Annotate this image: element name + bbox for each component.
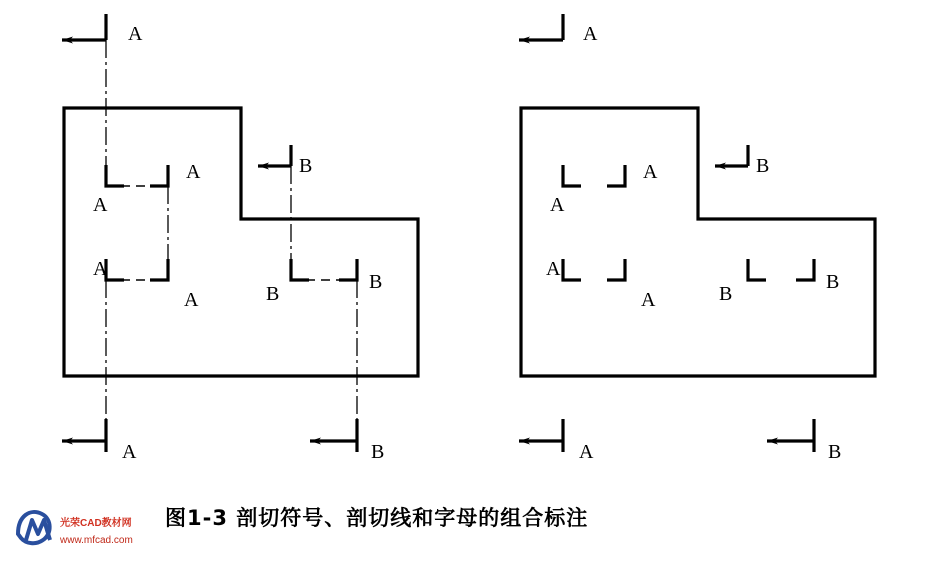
left-label-inner-a3: A — [93, 258, 108, 280]
figure-caption: 图1-3 剖切符号、剖切线和字母的组合标注 — [165, 506, 589, 530]
right-label-top-a: A — [583, 23, 598, 45]
right-tick-b-lower-right — [796, 259, 814, 280]
left-label-bottom-a: A — [122, 441, 137, 463]
right-tick-a-lower-left — [563, 259, 581, 280]
left-label-inner-b-right: B — [369, 271, 383, 293]
right-label-inner-b-top: B — [756, 155, 770, 177]
left-label-inner-b-left: B — [266, 283, 280, 305]
right-labels — [546, 23, 841, 463]
right-tick-a-upper-right — [607, 165, 625, 186]
left-tick-b-lower-left — [291, 259, 309, 280]
left-label-inner-b-top: B — [299, 155, 313, 177]
left-tick-a-upper-right — [150, 165, 168, 186]
right-label-bottom-b: B — [828, 441, 842, 463]
watermark-url: www.mfcad.com — [60, 535, 133, 546]
left-tick-a-lower-right — [150, 259, 168, 280]
left-labels — [93, 23, 384, 463]
right-arrow-bottom-a — [519, 419, 563, 452]
right-tick-b-lower-left — [748, 259, 766, 280]
right-arrow-top-b — [715, 145, 748, 166]
left-arrow-bottom-b — [310, 419, 357, 452]
left-arrow-bottom-a — [62, 419, 106, 452]
left-label-bottom-b: B — [371, 441, 385, 463]
right-arrow-bottom-b — [767, 419, 814, 452]
right-label-inner-a4: A — [641, 289, 656, 311]
watermark-title: 光荣CAD教材网 — [60, 518, 132, 529]
left-part-outline — [64, 108, 418, 376]
left-label-top-a: A — [128, 23, 143, 45]
right-label-inner-b-left: B — [719, 283, 733, 305]
right-label-inner-b-right: B — [826, 271, 840, 293]
left-label-inner-a1: A — [186, 161, 201, 183]
right-view-group — [519, 14, 875, 452]
right-label-inner-a2: A — [550, 194, 565, 216]
right-tick-a-lower-right — [607, 259, 625, 280]
right-part-outline — [521, 108, 875, 376]
left-tick-a-upper-left — [106, 165, 124, 186]
left-view-group — [62, 14, 418, 452]
right-label-bottom-a: A — [579, 441, 594, 463]
right-label-inner-a1: A — [643, 161, 658, 183]
left-arrow-top-a — [62, 14, 106, 40]
left-label-inner-a4: A — [184, 289, 199, 311]
left-tick-a-lower-left — [106, 259, 124, 280]
right-label-inner-a3: A — [546, 258, 561, 280]
watermark-mark — [18, 512, 50, 543]
watermark-logo — [12, 500, 162, 558]
left-tick-b-lower-right — [339, 259, 357, 280]
right-arrow-top-a — [519, 14, 563, 40]
right-tick-a-upper-left — [563, 165, 581, 186]
left-label-inner-a2: A — [93, 194, 108, 216]
left-arrow-top-b — [258, 145, 291, 166]
